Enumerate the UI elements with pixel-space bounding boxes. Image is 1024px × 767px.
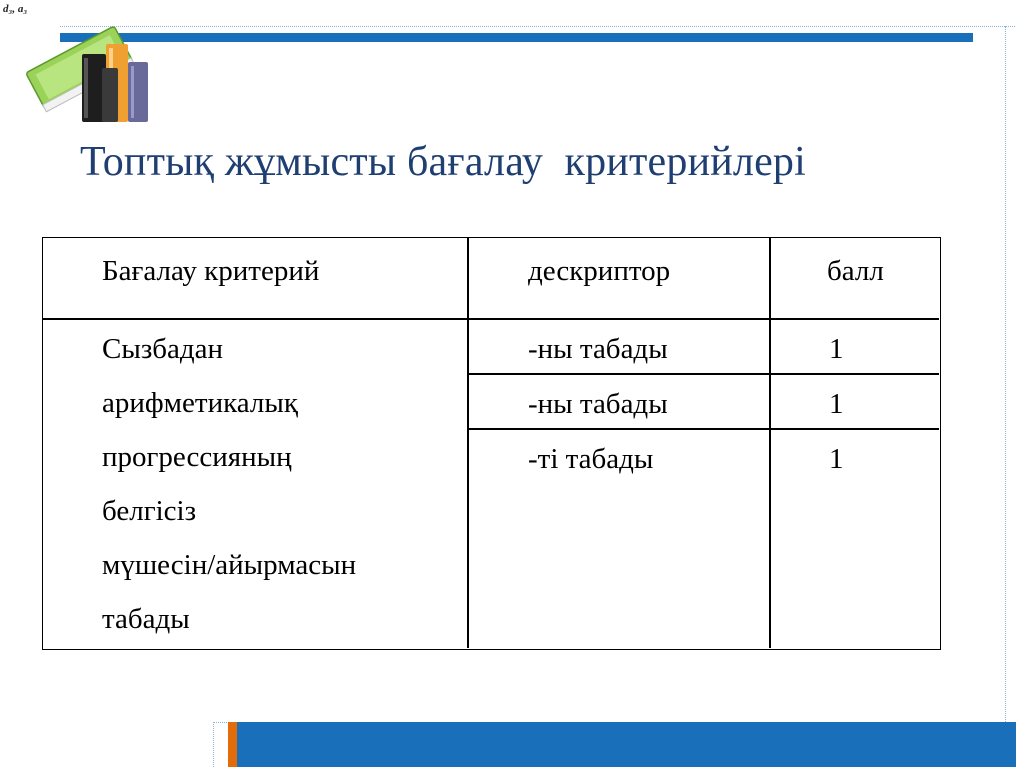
- corner-formula: d₃, a₃: [3, 3, 28, 15]
- score-cell: 1: [829, 333, 844, 365]
- criteria-table: [42, 237, 941, 650]
- page-title: Топтық жұмысты бағалау критерийлері: [80, 139, 806, 185]
- top-accent-bar: [60, 33, 973, 42]
- descriptor-cell: -ны табады: [528, 388, 668, 420]
- criterion-line: прогрессияның: [102, 441, 292, 473]
- criterion-line: арифметикалық: [102, 387, 298, 419]
- top-dotted-line: [60, 26, 1015, 27]
- criterion-line: мүшесін/айырмасын: [102, 549, 357, 581]
- table-divider: [467, 238, 469, 648]
- score-cell: 1: [829, 388, 844, 420]
- bottom-accent-bar: [237, 722, 1016, 767]
- descriptor-cell: -ны табады: [528, 333, 668, 365]
- right-dotted-line: [1005, 26, 1006, 766]
- table-divider: [43, 318, 939, 320]
- table-divider: [769, 238, 771, 648]
- header-criterion: Бағалау критерий: [102, 255, 320, 287]
- descriptor-cell: -ті табады: [528, 443, 654, 475]
- books-icon: [14, 16, 164, 131]
- criterion-line: Сызбадан: [102, 333, 224, 365]
- score-cell: 1: [829, 443, 844, 475]
- criterion-line: табады: [102, 603, 190, 635]
- criterion-line: белгісіз: [102, 495, 197, 527]
- bottom-orange-accent: [228, 722, 237, 767]
- header-score: балл: [827, 255, 884, 287]
- bottom-dotted-line: [213, 722, 214, 767]
- header-descriptor: дескриптор: [528, 255, 671, 287]
